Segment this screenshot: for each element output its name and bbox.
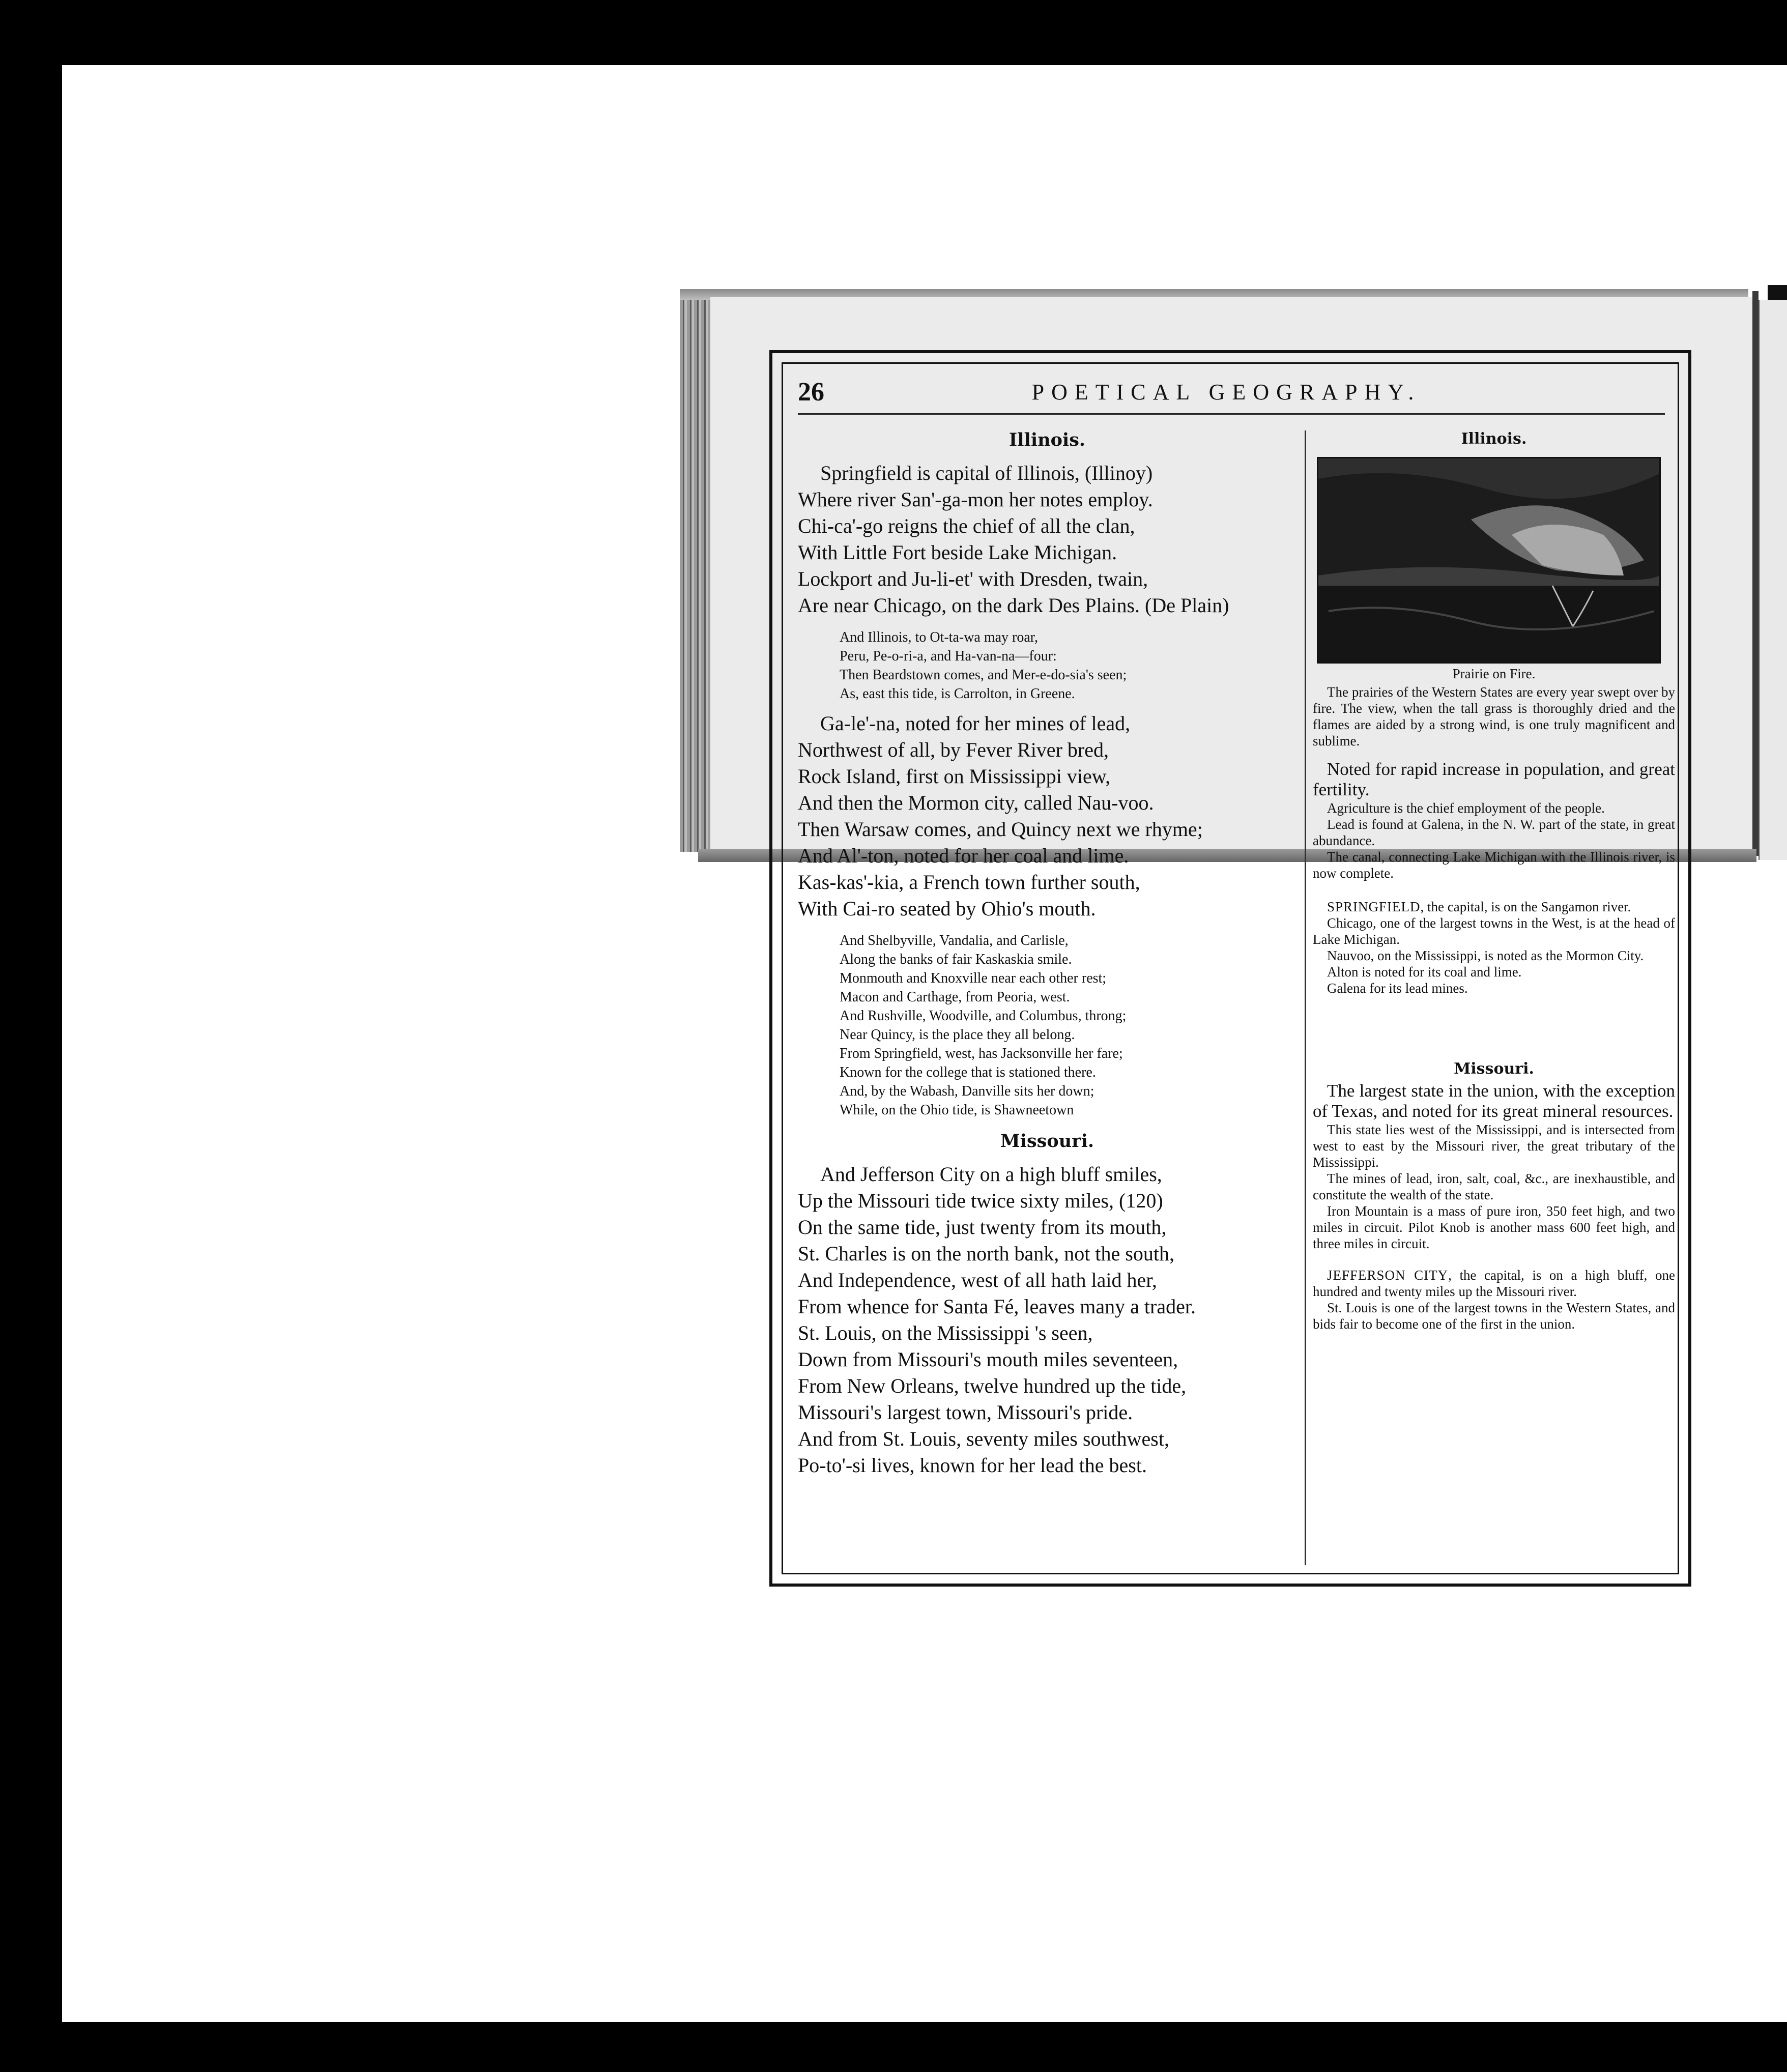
verse-line: Are near Chicago, on the dark Des Plains. (De Plain) [798,594,1229,617]
verse-line: On the same tide, just twenty from its mouth, [798,1216,1167,1239]
illinois-lead: Noted for rapid increase in population, and great fertility. [1313,759,1675,799]
verse-line: With Little Fort beside Lake Michigan. [798,541,1117,564]
verse-line: While, on the Ohio tide, is Shawneetown [840,1102,1074,1118]
verse-line: Then Warsaw comes, and Quincy next we rhyme; [798,818,1203,841]
illinois-verse-2 [798,710,1296,922]
verse-line: St. Louis, on the Mississippi 's seen, [798,1321,1093,1344]
illinois-town: Nauvoo, on the Mississippi, is noted as the Mormon City. [1327,948,1644,963]
verse-line: And Rushville, Woodville, and Columbus, throng; [840,1008,1127,1024]
illinois-capital-note [1313,899,1675,915]
header-rule [798,413,1665,415]
verse-line: Chi-ca'-go reigns the chief of all the clan, [798,514,1135,537]
missouri-heading: Missouri. [1000,1131,1094,1152]
illinois-fact: Agriculture is the chief employment of the people. [1327,800,1605,816]
verse-line: Springfield is capital of Illinois, (Illinoy) [820,462,1153,484]
jefferson-city-label: JEFFERSON CITY [1327,1268,1449,1283]
missouri-prose-heading: Missouri. [1454,1060,1534,1078]
illinois-town-text: , the capital, is on the Sangamon river. [1420,899,1631,914]
illinois-small-verse-2 [798,931,1296,1119]
missouri-town-text: , the capital, is on a high bluff, one hundred and twenty miles up the Missouri river. [1313,1268,1675,1299]
verse-line: From whence for Santa Fé, leaves many a trader. [798,1295,1196,1318]
image-caption: Prairie on Fire. [1452,666,1536,681]
verse-line: Missouri's largest town, Missouri's pride. [798,1401,1133,1424]
prairie-fire-engraving [1317,457,1661,664]
verse-line: Monmouth and Knoxville near each other rest; [840,970,1107,986]
verse-line: Lockport and Ju-li-et' with Dresden, twain, [798,567,1148,590]
verse-line: And, by the Wabash, Danville sits her down; [840,1083,1094,1099]
missouri-town: St. Louis is one of the largest towns in the Western States, and bids fair to become one of the first in the union. [1313,1300,1675,1332]
verse-line: Then Beardstown comes, and Mer-e-do-sia's seen; [840,667,1127,683]
verse-line: Down from Missouri's mouth miles seventeen, [798,1348,1178,1371]
verse-line: And Shelbyville, Vandalia, and Carlisle, [840,933,1069,948]
illinois-town: Galena for its lead mines. [1327,981,1468,996]
verse-line: Where river San'-ga-mon her notes employ. [798,488,1153,511]
illinois-verse [798,460,1296,619]
verse-line: Known for the college that is stationed there. [840,1064,1096,1080]
illinois-fact: Lead is found at Galena, in the N. W. part of the state, in great abundance. [1313,817,1675,848]
illinois-small-verse-1 [798,628,1296,703]
missouri-lead: The largest state in the union, with the exception of Texas, and noted for its great mineral resources. [1313,1081,1675,1121]
verse-line: With Cai-ro seated by Ohio's mouth. [798,897,1096,920]
verse-line: Northwest of all, by Fever River bred, [798,738,1109,761]
missouri-fact: This state lies west of the Mississippi, and is intersected from west to east by the Missouri river, the great tributary of the Mississippi. [1313,1122,1675,1170]
missouri-fact: The mines of lead, iron, salt, coal, &c., are inexhaustible, and constitute the wealth of the state. [1313,1171,1675,1202]
verse-line: And Independence, west of all hath laid her, [798,1269,1157,1291]
image-note: The prairies of the Western States are every year swept over by fire. The view, when the tall grass is thoroughly dried and the flames are aided by a strong wind, is one truly magnificent and sublime. [1313,684,1675,749]
illinois-town: Alton is noted for its coal and lime. [1327,964,1522,980]
verse-line: Rock Island, first on Mississippi view, [798,765,1111,788]
verse-line: Up the Missouri tide twice sixty miles, (120) [798,1189,1163,1212]
book-fore-edge [680,300,712,852]
prose-column [1313,427,1675,1332]
facing-page [1759,300,1787,860]
verse-line: And Illinois, to Ot-ta-wa may roar, [840,629,1039,645]
illinois-prose-heading: Illinois. [1461,430,1527,448]
verse-column [798,427,1296,1479]
verse-line: And Jefferson City on a high bluff smiles, [820,1163,1162,1186]
verse-line: Kas-kas'-kia, a French town further south, [798,871,1140,894]
verse-line: Po-to'-si lives, known for her lead the best. [798,1454,1147,1477]
verse-line: Peru, Pe-o-ri-a, and Ha-van-na—four: [840,648,1057,664]
verse-line: And from St. Louis, seventy miles southwest, [798,1427,1169,1450]
missouri-verse [798,1161,1296,1479]
page-number: 26 [798,378,824,407]
verse-line: Macon and Carthage, from Peoria, west. [840,989,1070,1005]
illinois-fact: The canal, connecting Lake Michigan with the Illinois river, is now complete. [1313,849,1675,881]
verse-line: As, east this tide, is Carrolton, in Greene. [840,686,1075,702]
missouri-capital-note [1313,1267,1675,1300]
missouri-fact: Iron Mountain is a mass of pure iron, 350 feet high, and two miles in circuit. Pilot Knob is another mass 600 feet high, and three miles in circuit. [1313,1203,1675,1251]
illinois-heading: Illinois. [1008,429,1086,450]
book-gutter [1752,291,1759,856]
column-divider [1305,430,1306,1565]
illinois-town: Chicago, one of the largest towns in the West, is at the head of Lake Michigan. [1313,915,1675,947]
verse-line: Along the banks of fair Kaskaskia smile. [840,952,1072,967]
springfield-label: SPRINGFIELD [1327,899,1421,914]
verse-line: Ga-le'-na, noted for her mines of lead, [820,712,1131,735]
verse-line: And then the Mormon city, called Nau-voo. [798,791,1154,814]
verse-line: Near Quincy, is the place they all belong. [840,1027,1075,1043]
verse-line: And Al'-ton, noted for her coal and lime. [798,844,1129,867]
running-title: POETICAL GEOGRAPHY. [1031,380,1421,405]
verse-line: From Springfield, west, has Jacksonville her fare; [840,1046,1123,1061]
verse-line: St. Charles is on the north bank, not the south, [798,1242,1174,1265]
verse-line: From New Orleans, twelve hundred up the tide, [798,1374,1187,1397]
